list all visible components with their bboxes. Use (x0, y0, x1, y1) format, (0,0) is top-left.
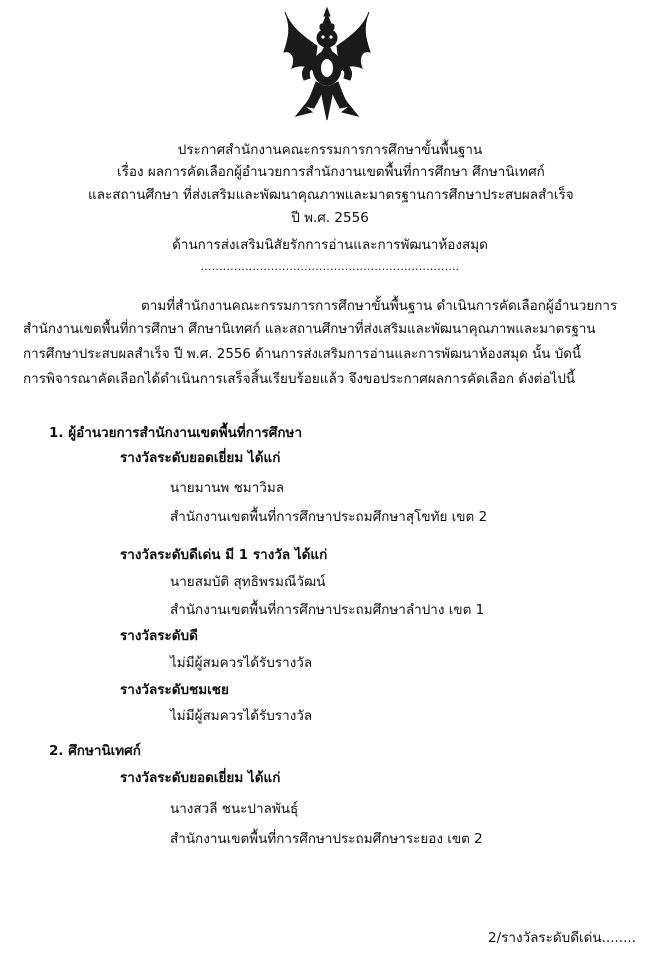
award-outstanding-label: รางวัลระดับดีเด่น มี 1 รางวัล ได้แก่ (120, 547, 328, 563)
award-outstanding-office: สำนักงานเขตพื้นที่การศึกษาประถมศึกษาลำปาง เขต 1 (170, 602, 485, 618)
section-2-heading: 2. ศึกษานิเทศก์ (49, 743, 141, 759)
intro-line-3: การศึกษาประสบผลสำเร็จ ปี พ.ศ. 2556 ด้านการส่งเสริมการอ่านและการพัฒนาห้องสมุด นั้น บัดนี้ (23, 347, 582, 362)
announcement-title: ประกาศสำนักงานคณะกรรมการการศึกษาขั้นพื้นฐาน (177, 142, 483, 158)
intro-line-4: การพิจารณาคัดเลือกได้ดำเนินการเสร็จสิ้นเรียบร้อยแล้ว จึงขอประกาศผลการคัดเลือก ดังต่อไปนี้ (23, 371, 576, 387)
continuation-note: 2/รางวัลระดับดีเด่น........ (488, 930, 636, 946)
award-outstanding-name: นายสมบัติ สุทธิพรมณีวัฒน์ (170, 574, 326, 590)
award-good-value: ไม่มีผู้สมควรได้รับรางวัล (170, 655, 313, 671)
year-line: ปี พ.ศ. 2556 (291, 210, 369, 226)
topic-line: ด้านการส่งเสริมนิสัยรักการอ่านและการพัฒนาห้องสมุด (172, 237, 488, 253)
garuda-emblem-icon (282, 6, 372, 124)
award-excellent-name: นายมานพ ชมาวิมล (170, 480, 285, 496)
award-good-label: รางวัลระดับดี (120, 628, 198, 644)
intro-line-1: ตามที่สำนักงานคณะกรรมการการศึกษาขั้นพื้นฐาน ดำเนินการคัดเลือกผู้อำนวยการ (141, 298, 618, 314)
subject-line-1: เรื่อง ผลการคัดเลือกผู้อำนวยการสำนักงานเขตพื้นที่การศึกษา ศึกษานิเทศก์ (117, 164, 545, 180)
award-commend-label: รางวัลระดับชมเชย (120, 682, 229, 698)
award-excellent-label-2: รางวัลระดับยอดเยี่ยม ได้แก่ (120, 770, 281, 786)
award-excellent-office: สำนักงานเขตพื้นที่การศึกษาประถมศึกษาสุโขทัย เขต 2 (170, 509, 488, 525)
section-1-heading: 1. ผู้อำนวยการสำนักงานเขตพื้นที่การศึกษา (49, 425, 303, 441)
subject-line-2: และสถานศึกษา ที่ส่งเสริมและพัฒนาคุณภาพและมาตรฐานการศึกษาประสบผลสำเร็จ (88, 187, 574, 203)
award-excellent-office-2: สำนักงานเขตพื้นที่การศึกษาประถมศึกษาระยอง เขต 2 (170, 831, 483, 847)
award-excellent-label: รางวัลระดับยอดเยี่ยม ได้แก่ (120, 450, 281, 466)
divider-dots: ...................................................................... (200, 260, 460, 273)
award-excellent-name-2: นางสวลี ชนะปาลพันธุ์ (170, 801, 299, 817)
award-commend-value: ไม่มีผู้สมควรได้รับรางวัล (170, 708, 313, 724)
intro-line-2: สำนักงานเขตพื้นที่การศึกษา ศึกษานิเทศก์ และสถานศึกษาที่ส่งเสริมและพัฒนาคุณภาพและมาตรฐาน (23, 322, 596, 337)
